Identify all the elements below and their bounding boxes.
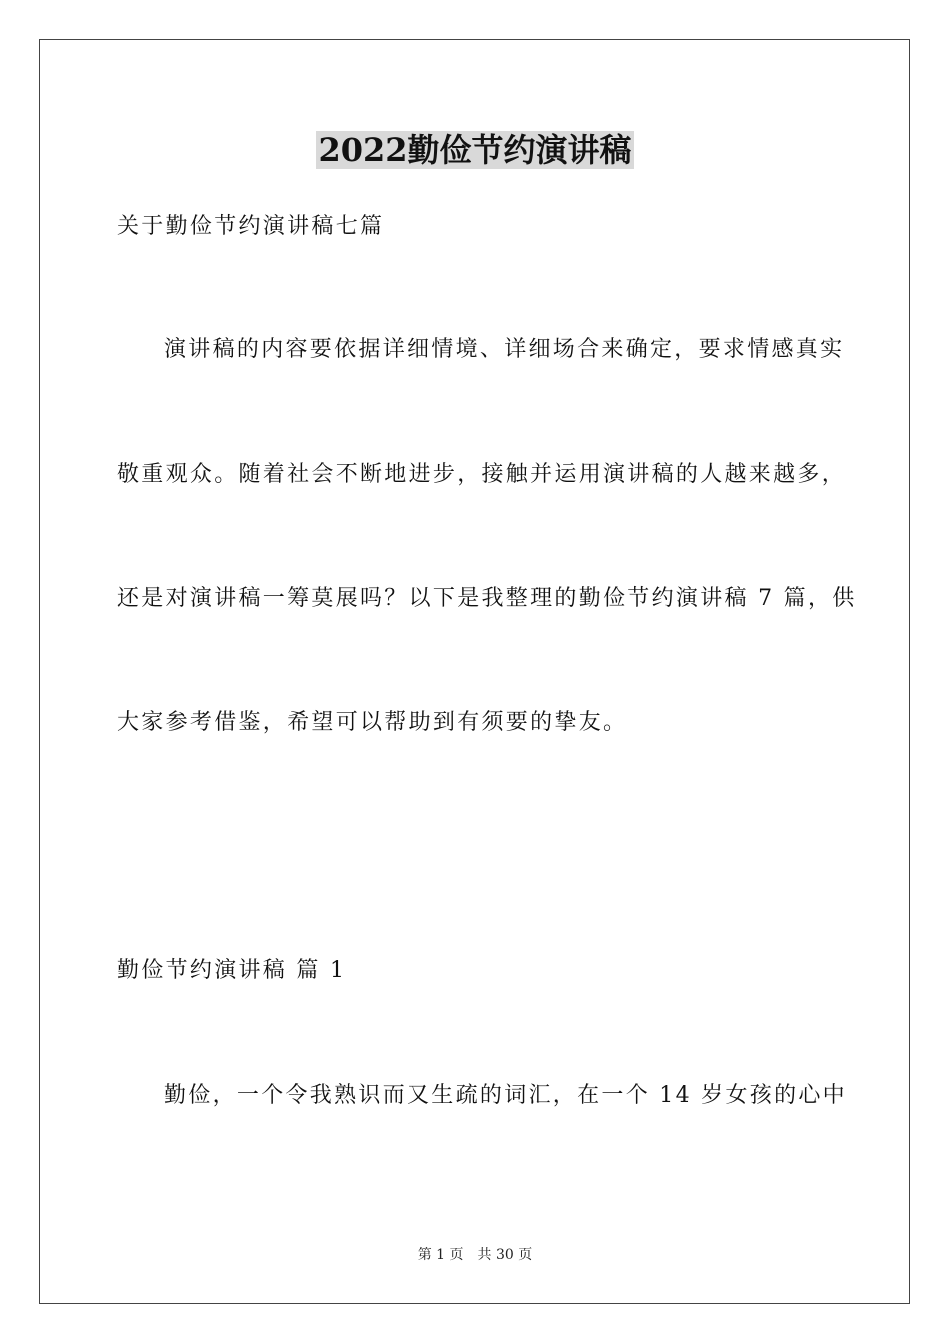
paragraph-line-5: 勤俭，一个令我熟识而又生疏的词汇，在一个 14 岁女孩的心中 [164,1083,847,1108]
document-title [0,128,950,172]
subtitle-line: 关于勤俭节约演讲稿七篇 [117,214,385,239]
paragraph-line-4: 大家参考借鉴，希望可以帮助到有须要的挚友。 [117,710,628,735]
title-text: 2022勤俭节约演讲稿 [318,131,632,169]
page-footer [0,1245,950,1265]
paragraph-line-2: 敬重观众。随着社会不断地进步，接触并运用演讲稿的人越来越多， [117,462,847,487]
paragraph-line-3: 还是对演讲稿一筹莫展吗？以下是我整理的勤俭节约演讲稿 7 篇，供 [117,586,857,611]
page-number: 第 1 页 [417,1247,464,1263]
page-total: 共 30 页 [477,1247,533,1263]
paragraph-line-1: 演讲稿的内容要依据详细情境、详细场合来确定，要求情感真实 [164,337,845,362]
section-heading: 勤俭节约演讲稿 篇 1 [117,958,347,983]
